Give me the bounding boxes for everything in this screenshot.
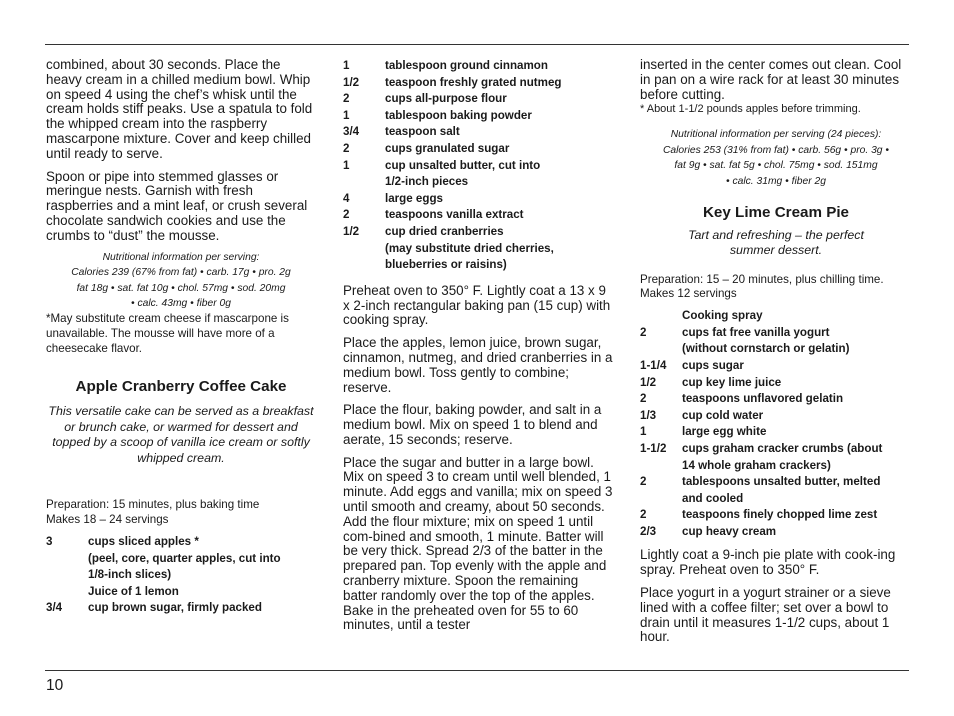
coffee-cake-step: Preheat oven to 350° F. Lightly coat a 13 x 9 x 2-inch rectangular baking pan (15 cup) with cooking spray. — [343, 282, 611, 328]
nutrition-line: Nutritional information per serving: — [102, 251, 260, 263]
top-rule — [45, 44, 909, 45]
ingredient-row — [640, 341, 912, 358]
coffee-cake-ingredients-continued — [343, 58, 615, 274]
ingredient-row — [46, 567, 316, 584]
ingredient-text: large egg white — [682, 425, 767, 439]
ingredient-text: cup dried cranberries — [385, 224, 504, 238]
intro-line: Tart and refreshing – the perfect — [688, 227, 864, 242]
ingredient-text: (without cornstarch or gelatin) — [682, 342, 850, 356]
ingredient-row — [343, 241, 615, 258]
ingredient-qty: 1/2 — [343, 75, 360, 89]
coffee-cake-cooling-paragraph: inserted in the center comes out clean. Cool in pan on a wire rack for at least 30 minutes before cutting. — [640, 57, 902, 102]
ingredient-text: blueberries or raisins) — [385, 258, 507, 272]
ingredient-qty: 1 — [343, 108, 350, 122]
ingredient-text: cup key lime juice — [682, 375, 782, 389]
ingredient-row — [46, 551, 316, 568]
ingredient-qty: 1 — [640, 425, 647, 439]
ingredient-text: teaspoons finely chopped lime zest — [682, 508, 878, 522]
ingredient-row — [343, 75, 615, 92]
ingredient-row — [640, 391, 912, 408]
ingredient-text: cups fat free vanilla yogurt — [682, 325, 830, 339]
ingredient-qty: 1-1/4 — [640, 358, 667, 372]
ingredient-text: cups all-purpose flour — [385, 92, 507, 106]
ingredient-text: 1/2-inch pieces — [385, 175, 469, 189]
ingredient-text: teaspoons unflavored gelatin — [682, 392, 844, 406]
column-left — [46, 58, 316, 617]
ingredient-qty — [640, 491, 682, 508]
nutrition-line: • calc. 31mg • fiber 2g — [726, 175, 826, 187]
ingredient-row — [343, 141, 615, 158]
ingredient-row — [343, 108, 615, 125]
ingredient-row — [343, 174, 615, 191]
ingredient-text: teaspoon salt — [385, 125, 460, 139]
ingredient-qty — [46, 584, 88, 601]
ingredient-text: cup brown sugar, firmly packed — [88, 601, 262, 615]
ingredient-qty — [343, 174, 385, 191]
coffee-cake-step: Place the flour, baking powder, and salt in a medium bowl. Mix on speed 1 to blend and aerate, 15 seconds; reserve. — [343, 402, 602, 447]
nutrition-line: fat 18g • sat. fat 10g • chol. 57mg • sod. 20mg — [76, 282, 286, 294]
ingredient-row — [640, 408, 912, 425]
page-number: 10 — [46, 677, 64, 694]
ingredient-qty: 2/3 — [640, 524, 657, 538]
ingredient-row — [46, 534, 316, 551]
ingredient-qty: 2 — [343, 92, 350, 106]
key-lime-prep-info — [640, 273, 912, 303]
ingredient-row — [640, 491, 912, 508]
ingredient-row — [343, 207, 615, 224]
nutrition-line: Nutritional information per serving (24 pieces): — [670, 129, 882, 141]
ingredient-text: teaspoons vanilla extract — [385, 208, 524, 222]
ingredient-row — [640, 474, 912, 491]
ingredient-qty — [46, 567, 88, 584]
mousse-nutrition — [46, 250, 316, 312]
ingredient-row — [640, 358, 912, 375]
nutrition-line: • calc. 43mg • fiber 0g — [131, 298, 231, 310]
ingredient-row — [640, 325, 912, 342]
ingredient-row — [640, 424, 912, 441]
nutrition-line: Calories 253 (31% from fat) • carb. 56g • pro. 3g • — [662, 144, 889, 156]
ingredient-qty: 3/4 — [343, 125, 360, 139]
prep-time: Preparation: 15 minutes, plus baking time — [46, 498, 260, 512]
ingredient-qty: 2 — [640, 392, 647, 406]
coffee-cake-ingredients — [46, 534, 316, 617]
ingredient-qty — [343, 257, 385, 274]
ingredient-qty — [640, 458, 682, 475]
ingredient-row — [46, 600, 316, 617]
ingredient-text: and cooled — [682, 491, 744, 505]
key-lime-ingredients — [640, 308, 912, 540]
ingredient-text: 1/8-inch slices) — [88, 568, 172, 582]
ingredient-qty: 1/2 — [640, 375, 657, 389]
ingredient-qty — [46, 551, 88, 568]
bottom-rule — [45, 670, 909, 671]
ingredient-text: teaspoon freshly grated nutmeg — [385, 75, 562, 89]
servings: Makes 12 servings — [640, 287, 737, 301]
coffee-cake-prep-info — [46, 498, 316, 528]
ingredient-row — [640, 308, 912, 325]
ingredient-qty — [640, 308, 682, 325]
prep-time: Preparation: 15 – 20 minutes, plus chilling time. — [640, 272, 884, 286]
recipe-title-coffee-cake: Apple Cranberry Coffee Cake — [75, 378, 287, 396]
mascarpone-note: *May substitute cream cheese if mascarpone is unavailable. The mousse will have more of a cheesecake flavor. — [46, 311, 289, 355]
ingredient-qty: 2 — [640, 325, 647, 339]
ingredient-text: Juice of 1 lemon — [88, 584, 179, 598]
ingredient-qty: 1 — [343, 158, 350, 172]
ingredient-row — [640, 441, 912, 458]
mousse-serving-paragraph: Spoon or pipe into stemmed glasses or meringue nests. Garnish with fresh raspberries and a mint leaf, or crush several chocolate sandwich cookies and use the crumbs to “dust” the mousse. — [46, 168, 308, 243]
ingredient-text: (peel, core, quarter apples, cut into — [88, 551, 281, 565]
ingredient-row — [46, 584, 316, 601]
ingredient-text: cups granulated sugar — [385, 141, 510, 155]
ingredient-qty: 1/3 — [640, 408, 657, 422]
ingredient-text: 14 whole graham crackers) — [682, 458, 831, 472]
ingredient-row — [343, 257, 615, 274]
mousse-method-paragraph: combined, about 30 seconds. Place the heavy cream in a chilled medium bowl. Whip on speed 4 using the chef’s whisk until the cream holds stiff peaks. Use a spatula to fold the whipped cream into the raspberry mascarpone mixture. Cover and keep chilled until ready to serve. — [46, 57, 313, 161]
ingredient-text: tablespoons unsalted butter, melted — [682, 475, 881, 489]
ingredient-row — [640, 458, 912, 475]
column-right — [640, 58, 912, 653]
ingredient-qty: 2 — [343, 208, 350, 222]
ingredient-row — [640, 375, 912, 392]
ingredient-qty — [343, 241, 385, 258]
ingredient-qty: 1/2 — [343, 224, 360, 238]
ingredient-text: cup cold water — [682, 408, 764, 422]
key-lime-step: Place yogurt in a yogurt strainer or a sieve lined with a coffee filter; set over a bowl to drain until it measures 1-1/2 cups, about 1 hour. — [640, 585, 891, 645]
ingredient-text: tablespoon ground cinnamon — [385, 59, 548, 72]
coffee-cake-step: Place the sugar and butter in a large bowl. Mix on speed 3 to cream until well blended, 1 minute. Add eggs and vanilla; mix on speed 3 until smooth and creamy, about 50 seconds. Add the flour mixture; mix on speed 1 until com-bined and smooth, 1 minute. Batter will be very thick. Spread 2/3 of the batter in the prepared pan. Top evenly with the apple and cranberry mixture. Spoon the remaining batter randomly over the top of the apples. Bake in the preheated oven for 55 to 60 minutes, until a tester — [343, 454, 613, 633]
ingredient-text: tablespoon baking powder — [385, 108, 532, 122]
coffee-cake-nutrition — [640, 127, 912, 189]
ingredient-row — [343, 224, 615, 241]
ingredient-row — [640, 524, 912, 541]
ingredient-text: cups sugar — [682, 358, 744, 372]
ingredient-text: Cooking spray — [682, 309, 763, 323]
ingredient-qty: 1-1/2 — [640, 441, 667, 455]
key-lime-intro — [640, 228, 912, 259]
ingredient-qty: 3 — [46, 534, 53, 548]
ingredient-qty: 2 — [640, 475, 647, 489]
ingredient-row — [640, 507, 912, 524]
recipe-title-key-lime-pie: Key Lime Cream Pie — [702, 203, 850, 221]
nutrition-line: fat 9g • sat. fat 5g • chol. 75mg • sod. 151mg — [674, 160, 878, 172]
ingredient-text: cup heavy cream — [682, 524, 777, 538]
ingredient-row — [343, 124, 615, 141]
ingredient-qty: 2 — [343, 141, 350, 155]
apples-footnote: * About 1-1/2 pounds apples before trimming. — [640, 103, 861, 116]
column-middle — [343, 58, 615, 641]
coffee-cake-step: Place the apples, lemon juice, brown sugar, cinnamon, nutmeg, and dried cranberries in a medium bowl. Toss gently to combine; reserve. — [343, 335, 613, 395]
servings: Makes 18 – 24 servings — [46, 513, 169, 527]
ingredient-row — [343, 191, 615, 208]
ingredient-qty: 1 — [343, 59, 350, 72]
ingredient-row — [343, 158, 615, 175]
ingredient-qty: 4 — [343, 191, 350, 205]
ingredient-text: large eggs — [385, 191, 443, 205]
nutrition-line: Calories 239 (67% from fat) • carb. 17g • pro. 2g — [71, 267, 291, 279]
ingredient-text: cups graham cracker crumbs (about — [682, 441, 883, 455]
ingredient-row — [343, 91, 615, 108]
key-lime-step: Lightly coat a 9-inch pie plate with cook-ing spray. Preheat oven to 350° F. — [640, 547, 896, 578]
ingredient-qty: 3/4 — [46, 601, 63, 615]
ingredient-text: cups sliced apples * — [88, 534, 199, 548]
ingredient-qty — [640, 341, 682, 358]
coffee-cake-intro: This versatile cake can be served as a breakfast or brunch cake, or warmed for dessert and topped by a scoop of vanilla ice cream or softly whipped cream. — [48, 404, 314, 465]
intro-line: summer dessert. — [729, 243, 823, 258]
ingredient-text: (may substitute dried cherries, — [385, 241, 554, 255]
ingredient-text: cup unsalted butter, cut into — [385, 158, 541, 172]
ingredient-qty: 2 — [640, 508, 647, 522]
ingredient-row — [343, 58, 615, 75]
